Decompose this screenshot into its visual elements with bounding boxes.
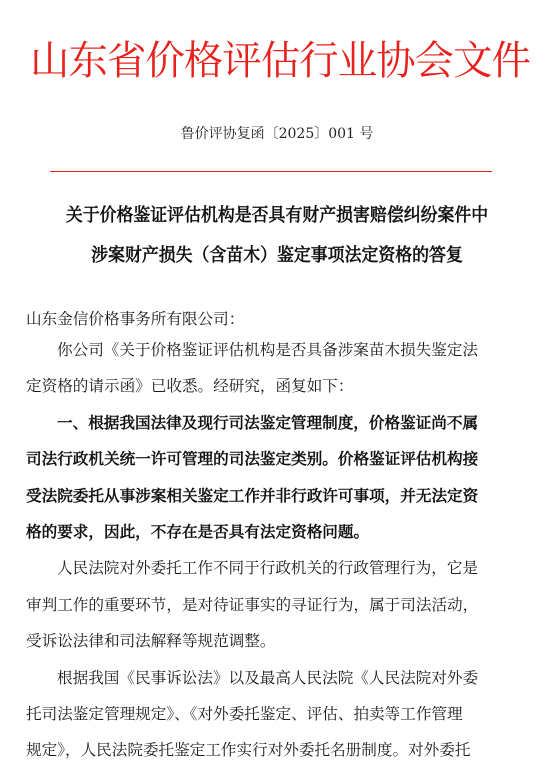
body-line: 受诉讼法律和司法解释等规范调整。 xyxy=(26,632,276,651)
body-line: 人民法院对外委托工作不同于行政机关的行政管理行为，它是 xyxy=(57,559,479,578)
body-line: 司法行政机关统一许可管理的司法鉴定类别。价格鉴证评估机构接 xyxy=(26,449,479,469)
body-line: 受法院委托从事涉案相关鉴定工作并非行政许可事项，并无法定资 xyxy=(26,485,479,505)
body-line: 一、根据我国法律及现行司法鉴定管理制度，价格鉴证尚不属 xyxy=(57,412,479,432)
document-number: 鲁价评协复函〔2025〕001 号 xyxy=(180,126,374,142)
body-line: 根据我国《民事诉讼法》以及最高人民法院《人民法院对外委 xyxy=(57,668,479,687)
document-title-line-1: 关于价格鉴证评估机构是否具有财产损害赔偿纠纷案件中 xyxy=(65,205,489,226)
red-divider-line xyxy=(50,171,492,172)
body-line: 审判工作的重要环节，是对待证事实的寻证行为，属于司法活动， xyxy=(26,595,479,614)
document-title-line-2: 涉案财产损失（含苗木）鉴定事项法定资格的答复 xyxy=(91,245,463,266)
org-masthead-title: 山东省价格评估行业协会文件 xyxy=(30,38,531,84)
body-line: 你公司《关于价格鉴证评估机构是否具备涉案苗木损失鉴定法 xyxy=(57,341,479,359)
body-line: 格的要求，因此，不存在是否具有法定资格问题。 xyxy=(26,522,370,541)
body-line: 托司法鉴定管理规定》、《对外委托鉴定、评估、拍卖等工作管理 xyxy=(26,705,463,723)
addressee: 山东金信价格事务所有限公司： xyxy=(26,310,245,328)
body-line: 规定》，人民法院委托鉴定工作实行对外委托名册制度。对外委托 xyxy=(26,741,471,760)
body-line: 定资格的请示函》已收悉。经研究，函复如下： xyxy=(26,377,354,396)
